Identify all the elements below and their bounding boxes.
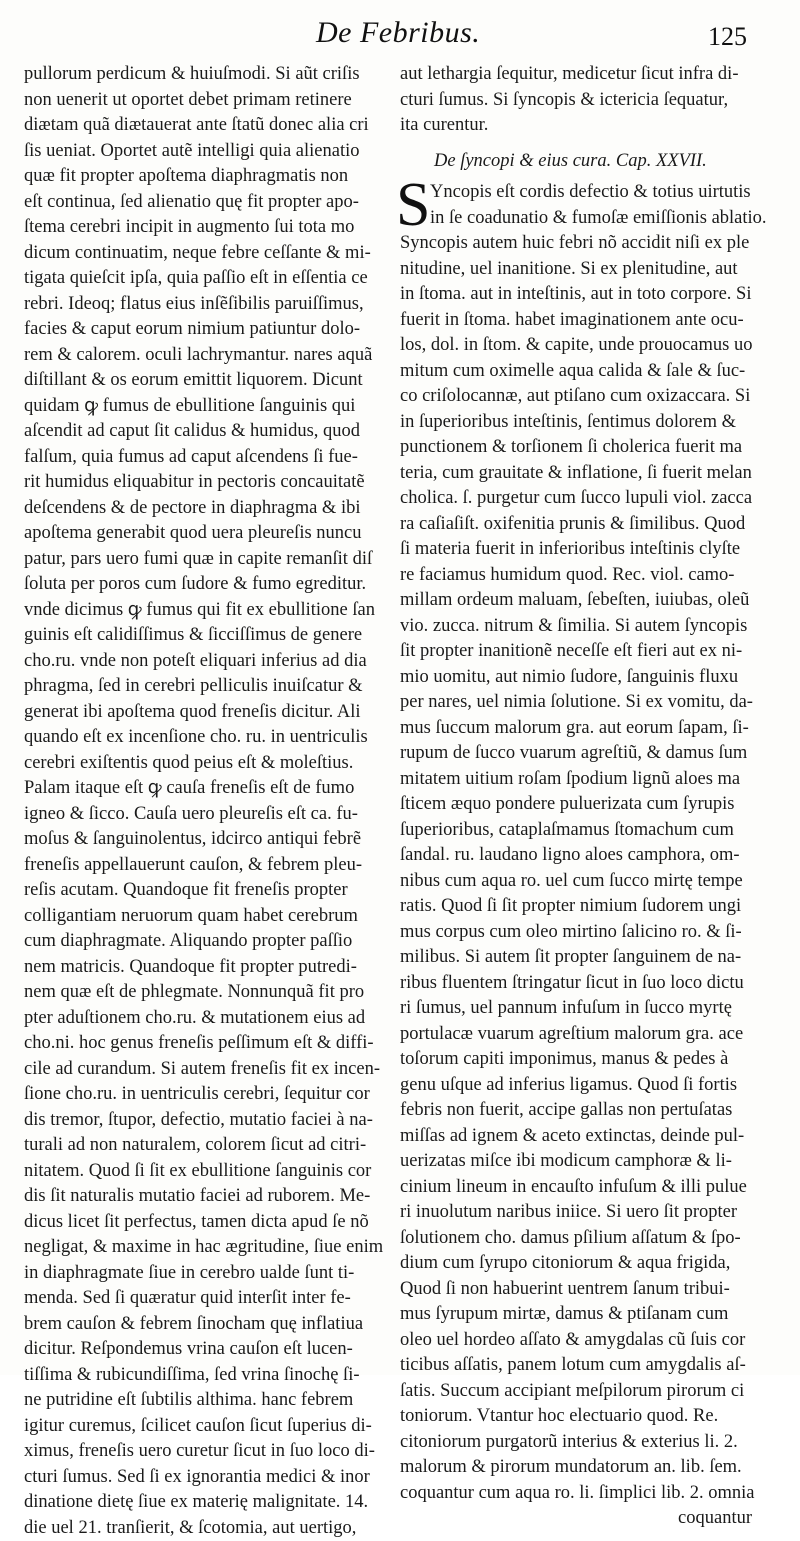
text-line: ſit propter inanitionẽ neceſſe eſt fieri aut ex ni- — [400, 639, 776, 665]
text-line: milibus. Si autem ſit propter ſanguinem de na- — [400, 945, 776, 971]
text-line: non uenerit ut oportet debet primam retinere — [24, 88, 400, 114]
text-line: Palam itaque eſt ꝙ cauſa freneſis eſt de fumo — [24, 776, 400, 802]
text-line: nibus cum aqua ro. uel cum ſucco mirtę tempe — [400, 869, 776, 895]
text-line: guinis eſt calidiſſimus & ſicciſſimus de genere — [24, 623, 400, 649]
text-line: ita curentur. — [400, 113, 776, 139]
text-line: mitum cum oximelle aqua calida & ſale & ſuc- — [400, 359, 776, 385]
text-line: ratis. Quod ſi ſit propter nimium ſudorem ungi — [400, 894, 776, 920]
text-line: ri inuolutum naribus iniice. Si uero ſit propter — [400, 1200, 776, 1226]
text-line: coquantur cum aqua ro. li. ſimplici lib. 2. omnia — [400, 1481, 776, 1507]
text-line: phragma, ſed in cerebri pelliculis inuiſcatur & — [24, 674, 400, 700]
text-line: deſcendens & de pectore in diaphragma & ibi — [24, 496, 400, 522]
right-body-lines — [400, 231, 776, 1506]
text-line: nem matricis. Quandoque fit propter putredi- — [24, 955, 400, 981]
text-line: diſtillant & os eorum emittit liquorem. Dicunt — [24, 368, 400, 394]
text-line: dicus licet ſit perfectus, tamen dicta apud ſe nõ — [24, 1210, 400, 1236]
text-line: ximus, freneſis uero curetur ſicut in ſuo loco di- — [24, 1439, 400, 1465]
text-line: in diaphragmate ſiue in cerebro ualde ſunt ti- — [24, 1261, 400, 1287]
text-line: cum diaphragmate. Aliquando propter paſſio — [24, 929, 400, 955]
text-line: ſione cho.ru. in uentriculis cerebri, ſequitur cor — [24, 1082, 400, 1108]
text-line: miſſas ad ignem & aceto extinctas, deinde pul- — [400, 1124, 776, 1150]
text-line: ſuperioribus, cataplaſmamus ſtomachum cum — [400, 818, 776, 844]
chapter-heading: De ſyncopi & eius cura. Cap. XXVII. — [400, 149, 776, 175]
drop-cap-letter: S — [396, 174, 430, 236]
text-line: colligantiam neruorum quam habet cerebrum — [24, 904, 400, 930]
text-line: aut lethargia ſequitur, medicetur ſicut infra di- — [400, 62, 776, 88]
text-line: dicum continuatim, neque febre ceſſante & mi- — [24, 241, 400, 267]
text-line: apoſtema generabit quod uera pleureſis nuncu — [24, 521, 400, 547]
text-line: menda. Sed ſi quæratur quid interſit inter fe- — [24, 1286, 400, 1312]
text-line: ne putridine eſt ſubtilis althima. hanc febrem — [24, 1388, 400, 1414]
text-line: dium cum ſyrupo citoniorum & aqua frigida, — [400, 1251, 776, 1277]
running-head — [0, 14, 800, 54]
text-line: cile ad curandum. Si autem freneſis fit ex incen- — [24, 1057, 400, 1083]
text-line: nitatem. Quod ſi ſit ex ebullitione ſanguinis cor — [24, 1159, 400, 1185]
text-line: febris non fuerit, accipe gallas non pertuſatas — [400, 1098, 776, 1124]
text-line: vio. zucca. nitrum & ſimilia. Si autem ſyncopis — [400, 614, 776, 640]
text-line: Quod ſi non habuerint uentrem ſanum tribui- — [400, 1277, 776, 1303]
text-line: ra caſiaſiſt. oxifenitia prunis & ſimilibus. Quod — [400, 512, 776, 538]
text-line: dicitur. Reſpondemus vrina cauſon eſt lucen- — [24, 1337, 400, 1363]
text-line: fuerit in ſtoma. habet imaginationem ante ocu- — [400, 308, 776, 334]
text-line: cturi ſumus. Si ſyncopis & ictericia ſequatur, — [400, 88, 776, 114]
text-line: ſtema cerebri incipit in augmento ſui tota mo — [24, 215, 400, 241]
text-line: ſandal. ru. laudano ligno aloes camphora, om- — [400, 843, 776, 869]
text-line: generat ibi apoſtema quod freneſis dicitur. Ali — [24, 700, 400, 726]
text-line: brem cauſon & febrem ſinocham quę inflatiua — [24, 1312, 400, 1338]
text-line: dis ſit naturalis mutatio faciei ad ruborem. Me- — [24, 1184, 400, 1210]
drop-cap-paragraph — [400, 180, 776, 231]
text-line: ſi materia fuerit in inferioribus inteſtinis clyſte — [400, 537, 776, 563]
left-text-column — [24, 62, 400, 1541]
text-line: rit humidus eliquabitur in pectoris concauitatẽ — [24, 470, 400, 496]
text-line: mus ſuccum malorum gra. aut eorum ſapam, ſi- — [400, 716, 776, 742]
text-line: cturi ſumus. Sed ſi ex ignorantia medici & inor — [24, 1465, 400, 1491]
text-line: ſolutionem cho. damus pſilium aſſatum & ſpo- — [400, 1226, 776, 1252]
text-line: per nares, uel nimia ſolutione. Si ex vomitu, da- — [400, 690, 776, 716]
text-line: nitudine, uel inanitione. Si ex plenitudine, aut — [400, 257, 776, 283]
text-line: cerebri exiſtentis quod peius eſt & moleſtius. — [24, 751, 400, 777]
text-line: freneſis appellauerunt cauſon, & febrem pleu- — [24, 853, 400, 879]
text-line: igitur curemus, ſcilicet cauſon ſicut ſuperius di- — [24, 1414, 400, 1440]
text-line: facies & caput eorum nimium patiuntur dolo- — [24, 317, 400, 343]
text-line: mitatem uitium roſam ſpodium lignũ aloes ma — [400, 767, 776, 793]
text-line: igneo & ſicco. Cauſa uero pleureſis eſt ca. fu- — [24, 802, 400, 828]
text-line: toniorum. Vtantur hoc electuario quod. Re. — [400, 1404, 776, 1430]
text-line: los, dol. in ſtom. & capite, unde prouocamus uo — [400, 333, 776, 359]
text-line: tigata quieſcit ipſa, quia paſſio eſt in eſſentia ce — [24, 266, 400, 292]
text-line: punctionem & torſionem ſi cholerica fuerit ma — [400, 435, 776, 461]
catchword: coquantur — [400, 1506, 776, 1532]
text-line: rem & calorem. oculi lachrymantur. nares aquã — [24, 343, 400, 369]
text-line: rebri. Ideoq; flatus eius inſẽſibilis paruiſſimus, — [24, 292, 400, 318]
text-line: mus ſyrupum mirtæ, damus & ptiſanam cum — [400, 1302, 776, 1328]
text-line: millam ordeum maluam, ſebeſten, iuiubas, oleũ — [400, 588, 776, 614]
text-line: cholica. ſ. purgetur cum ſucco lupuli viol. zacca — [400, 486, 776, 512]
text-line: Yncopis eſt cordis defectio & totius uirtutis — [400, 180, 776, 206]
text-line: tiſſima & rubicundiſſima, ſed vrina ſinochę ſi- — [24, 1363, 400, 1389]
text-line: diætam quã diætauerat ante ſtatũ donec alia cri — [24, 113, 400, 139]
text-line: cho.ni. hoc genus freneſis peſſimum eſt & diffi- — [24, 1031, 400, 1057]
text-line: cho.ru. vnde non poteſt eliquari inferius ad dia — [24, 649, 400, 675]
text-line: teria, cum grauitate & inflatione, ſi fuerit melan — [400, 461, 776, 487]
text-line: citoniorum purgatorũ interius & exterius li. 2. — [400, 1430, 776, 1456]
text-line: in ſtoma. aut in inteſtinis, aut in toto corpore. Si — [400, 282, 776, 308]
text-line: co criſolocannæ, aut ptiſano cum oxizaccara. Si — [400, 384, 776, 410]
text-line: negligat, & maxime in hac ægritudine, ſiue enim — [24, 1235, 400, 1261]
text-line: reſis acutam. Quandoque fit freneſis propter — [24, 878, 400, 904]
text-line: malorum & pirorum mundatorum an. lib. ſem. — [400, 1455, 776, 1481]
text-line: ſis ueniat. Oportet autẽ intelligi quia alienatio — [24, 139, 400, 165]
drop-cap-lines — [400, 180, 776, 231]
text-line: vnde dicimus ꝙ fumus qui fit ex ebullitione ſan — [24, 598, 400, 624]
page-number: 125 — [708, 22, 747, 52]
text-line: die uel 21. tranſierit, & ſcotomia, aut uertigo, — [24, 1516, 400, 1541]
text-line: dis tremor, ſtupor, defectio, mutatio faciei à na- — [24, 1108, 400, 1134]
text-line: pter aduſtionem cho.ru. & mutationem eius ad — [24, 1006, 400, 1032]
text-line: mio uomitu, aut nimio ſudore, ſanguinis fluxu — [400, 665, 776, 691]
text-line: aſcendit ad caput ſit calidus & humidus, quod — [24, 419, 400, 445]
text-line: patur, pars uero fumi quæ in capite remanſit diſ — [24, 547, 400, 573]
text-line: re faciamus humidum quod. Rec. viol. camo- — [400, 563, 776, 589]
text-line: portulacæ vuarum agreſtium malorum gra. ace — [400, 1022, 776, 1048]
text-line: oleo uel hordeo aſſato & amygdalas cũ ſuis cor — [400, 1328, 776, 1354]
text-line: ticibus aſſatis, panem lotum cum amygdalis aſ- — [400, 1353, 776, 1379]
text-line: dinatione dietę ſiue ex materię malignitate. 14. — [24, 1490, 400, 1516]
text-line: quidam ꝙ fumus de ebullitione ſanguinis qui — [24, 394, 400, 420]
text-line: in ſe coadunatio & fumoſæ emiſſionis ablatio. — [400, 206, 776, 232]
text-line: ri ſumus, uel pannum infuſum in ſucco myrtę — [400, 996, 776, 1022]
text-line: falſum, quia fumus ad caput aſcendens ſi fue- — [24, 445, 400, 471]
text-line: nem quæ eſt de phlegmate. Nonnunquã fit pro — [24, 980, 400, 1006]
right-text-column — [400, 62, 776, 1532]
text-line: eſt continua, ſed alienatio quę fit propter apo- — [24, 190, 400, 216]
text-line: pullorum perdicum & huiuſmodi. Si aũt criſis — [24, 62, 400, 88]
text-line: genu uſque ad inferius ligamus. Quod ſi fortis — [400, 1073, 776, 1099]
text-line: mus corpus cum oleo mirtino ſalicino ro. & ſi- — [400, 920, 776, 946]
text-line: ſticem æquo pondere puluerizata cum ſyrupis — [400, 792, 776, 818]
text-line: rupum de ſucco vuarum agreſtiũ, & damus ſum — [400, 741, 776, 767]
text-line: Syncopis autem huic febri nõ accidit niſi ex ple — [400, 231, 776, 257]
text-line: ſoluta per poros cum ſudore & fumo egreditur. — [24, 572, 400, 598]
text-line: quando eſt ex incenſione cho. ru. in uentriculis — [24, 725, 400, 751]
text-line: ſatis. Succum accipiant meſpilorum pirorum ci — [400, 1379, 776, 1405]
text-line: moſus & ſanguinolentus, idcirco antiqui febrẽ — [24, 827, 400, 853]
text-line: cinium lineum in encauſto infuſum & illi pulue — [400, 1175, 776, 1201]
text-line: in ſuperioribus inteſtinis, ſentimus dolorem & — [400, 410, 776, 436]
running-title: De Febribus. — [316, 16, 480, 50]
text-line: ribus fluentem ſtringatur ſicut in ſuo loco dictu — [400, 971, 776, 997]
text-line: turali ad non naturalem, colorem ſicut ad citri- — [24, 1133, 400, 1159]
right-intro-lines — [400, 62, 776, 139]
text-line: quæ fit propter apoſtema diaphragmatis non — [24, 164, 400, 190]
text-line: uerizatas miſce ibi modicum camphoræ & li- — [400, 1149, 776, 1175]
text-line: toſorum capiti imponimus, manus & pedes à — [400, 1047, 776, 1073]
